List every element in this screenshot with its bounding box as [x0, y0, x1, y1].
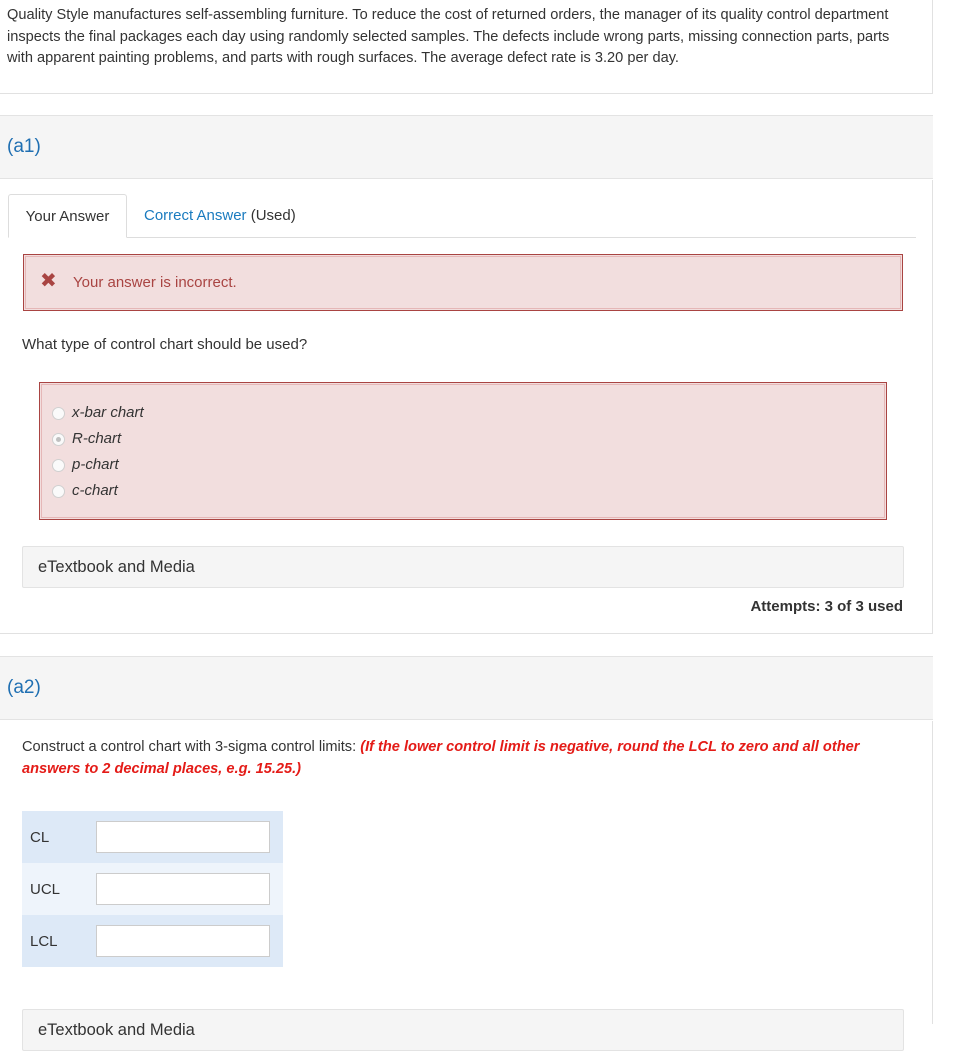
answer-tabs — [8, 194, 916, 238]
table-row — [22, 811, 283, 863]
etextbook-media-label: eTextbook and Media — [38, 558, 195, 576]
cl-input[interactable] — [96, 821, 270, 853]
tab-your-answer[interactable]: Your Answer — [8, 194, 127, 238]
ucl-label: UCL — [30, 881, 61, 898]
option-label: c-chart — [72, 482, 118, 499]
lcl-input[interactable] — [96, 925, 270, 957]
etextbook-media-toggle-a2[interactable] — [22, 1009, 904, 1051]
option-label: x-bar chart — [72, 404, 144, 421]
incorrect-feedback-box — [23, 254, 903, 311]
option-label: p-chart — [72, 456, 119, 473]
x-icon: ✖ — [40, 270, 57, 292]
table-row — [22, 863, 283, 915]
correct-answer-link[interactable]: Correct Answer — [144, 207, 247, 224]
cl-label: CL — [30, 829, 50, 846]
question-text: What type of control chart should be used? — [22, 336, 308, 353]
instruction-text — [22, 737, 902, 780]
feedback-message: Your answer is incorrect. — [73, 274, 237, 291]
problem-statement-card — [0, 0, 933, 94]
part-a2-label: (a2) — [7, 677, 41, 698]
attempts-counter: Attempts: 3 of 3 used — [750, 598, 903, 615]
problem-statement: Quality Style manufactures self-assembling furniture. To reduce the cost of returned orders, the manager of its quality control department inspects the final packages each day using randomly selected samples. The defects include wrong parts, missing connection parts, parts with apparent painting problems, and parts with rough surfaces. The average defect rate is 3.20 per day. — [7, 7, 890, 66]
radio-r-chart[interactable] — [52, 433, 65, 446]
radio-c-chart[interactable] — [52, 485, 65, 498]
chart-type-options — [39, 382, 887, 520]
radio-p-chart[interactable] — [52, 459, 65, 472]
instruction-plain: Construct a control chart with 3-sigma control limits: — [22, 739, 361, 755]
etextbook-media-toggle[interactable] — [22, 546, 904, 588]
lcl-label: LCL — [30, 933, 58, 950]
part-a2-header — [0, 656, 933, 720]
ucl-input[interactable] — [96, 873, 270, 905]
part-a1-label: (a1) — [7, 136, 41, 157]
tab-correct-answer[interactable] — [144, 194, 296, 238]
used-label: (Used) — [246, 207, 296, 224]
control-limits-table — [22, 811, 283, 967]
etextbook-media-label: eTextbook and Media — [38, 1021, 195, 1039]
part-a1-header — [0, 115, 933, 179]
radio-x-bar-chart[interactable] — [52, 407, 65, 420]
instruction-rounding-note: (If the lower control limit is negative, round the LCL to zero and all other answers to 2 decimal places, e.g. 15.25.) — [22, 739, 860, 777]
table-row — [22, 915, 283, 967]
option-label: R-chart — [72, 430, 122, 447]
